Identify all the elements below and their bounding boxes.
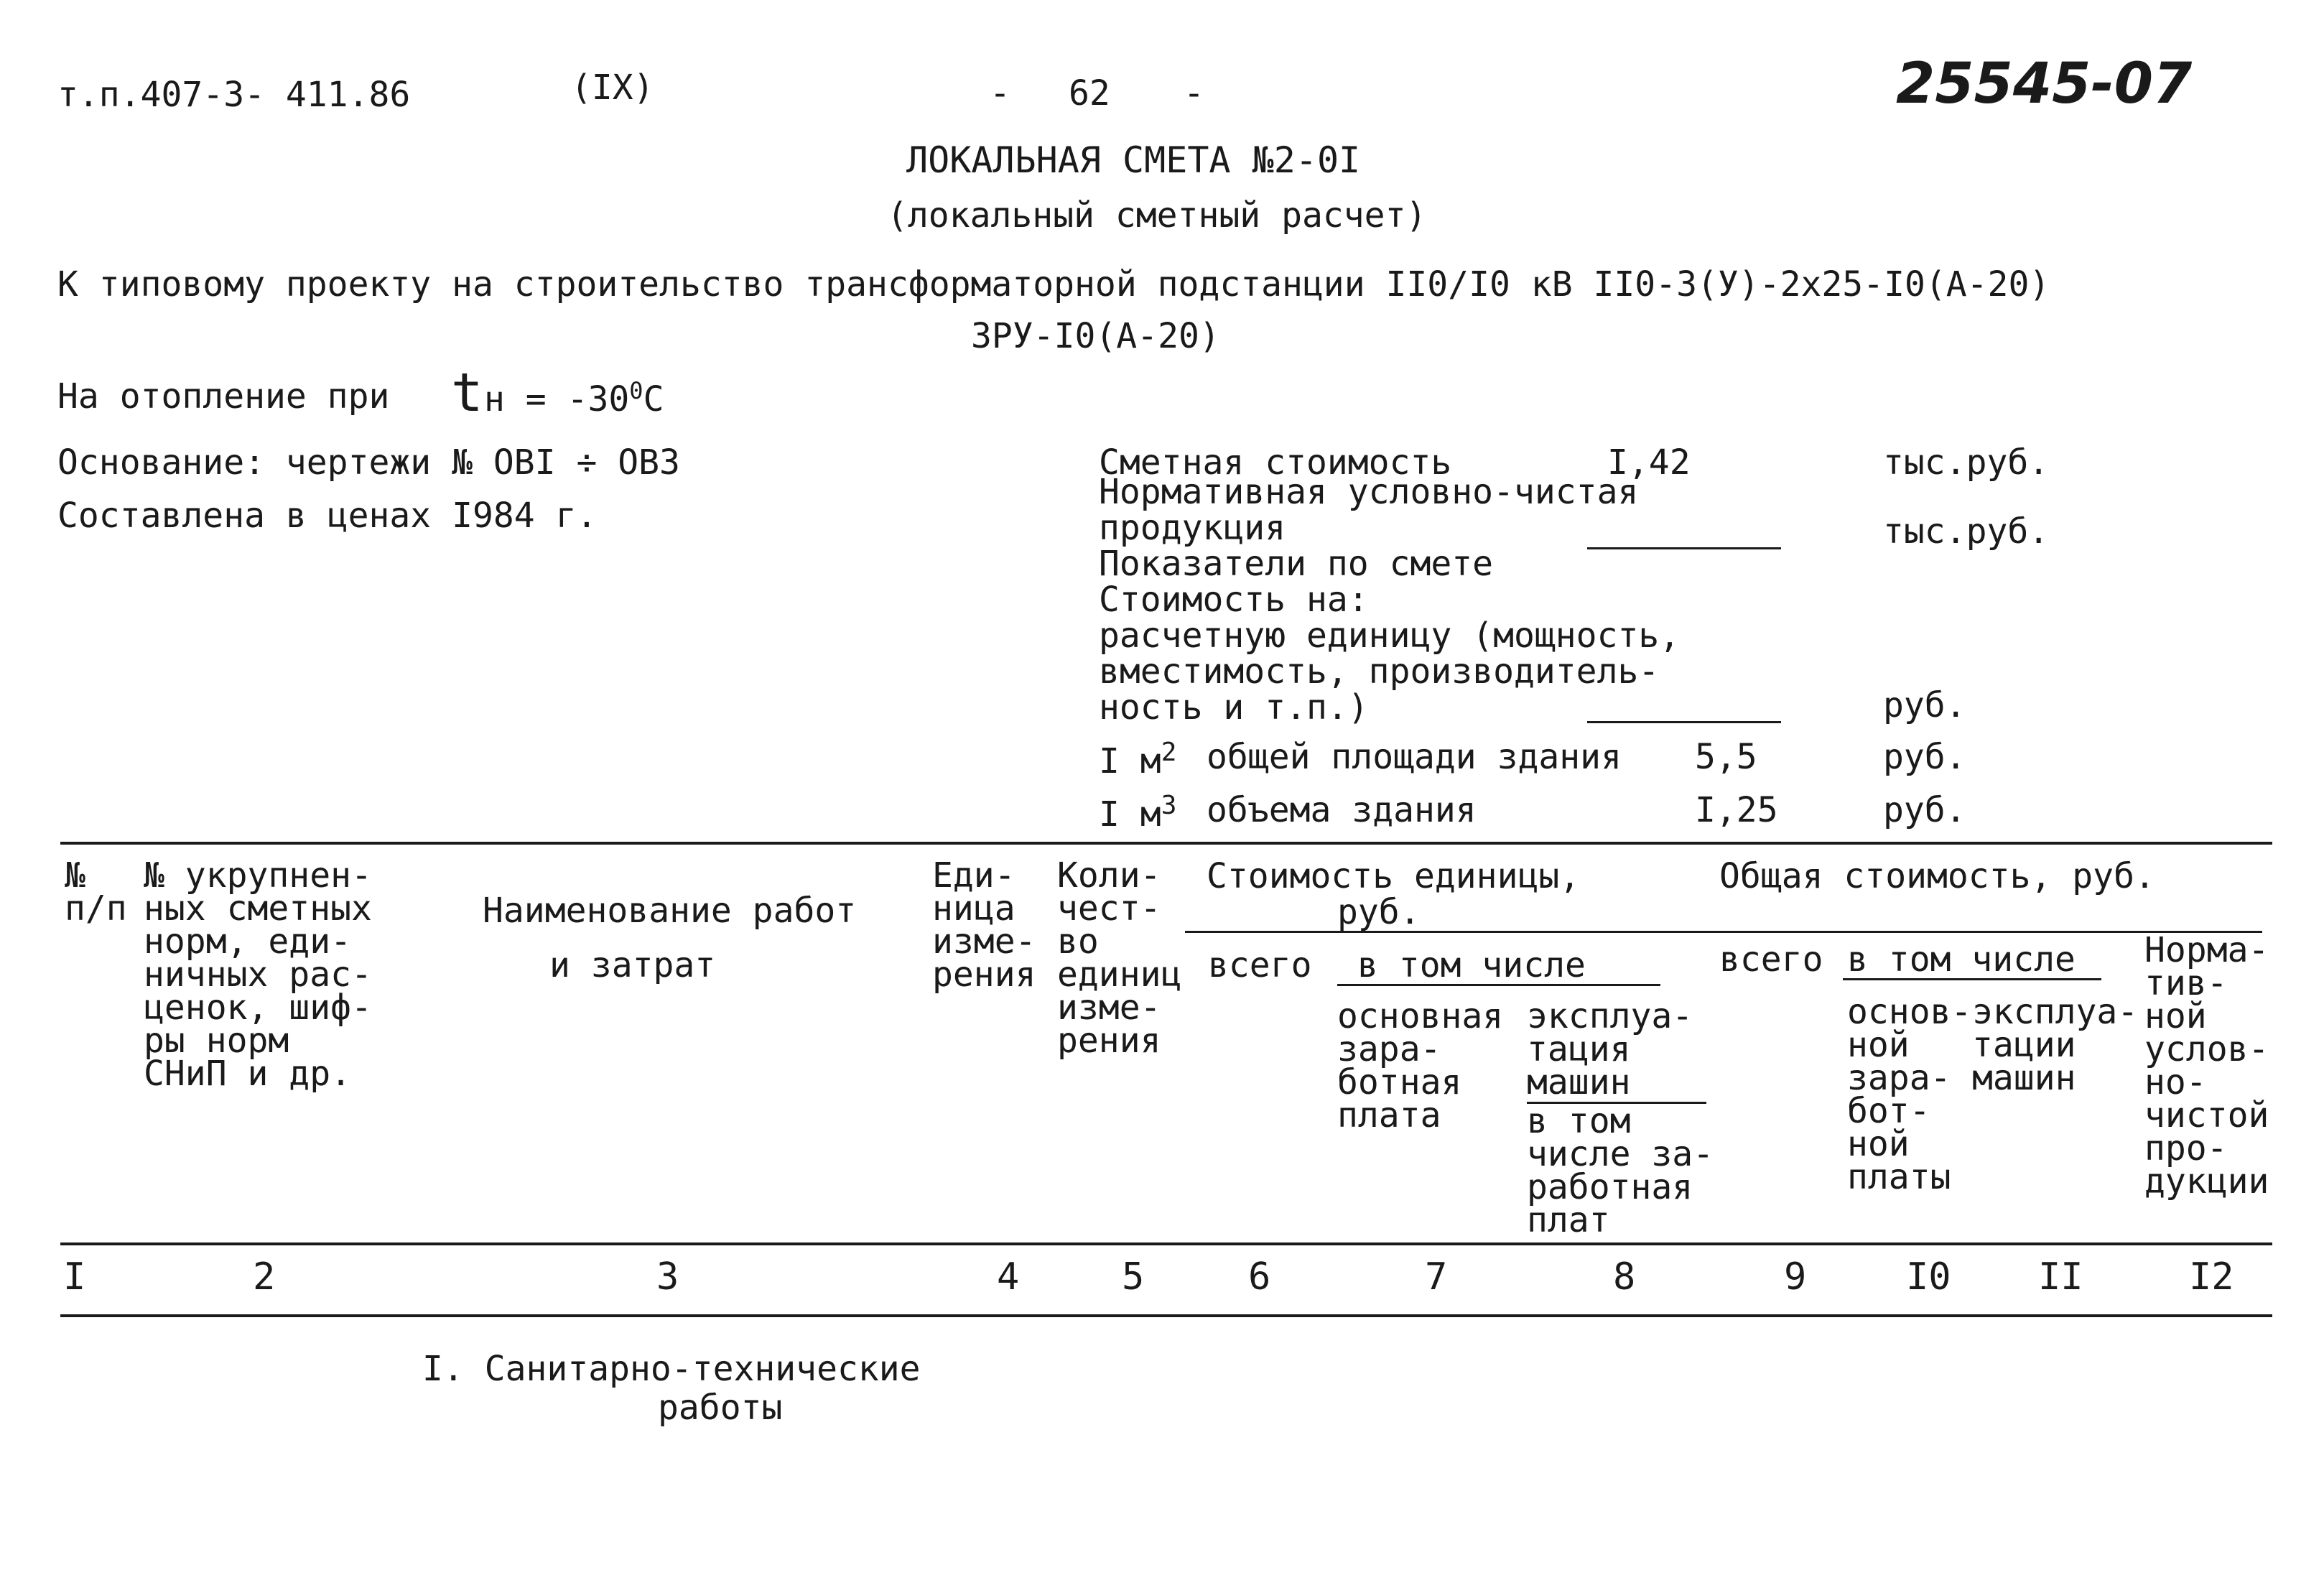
col-header-total-basic-wage: основ- ной зара- бот- ной платы [1847,992,1972,1197]
area-unit: руб. [1883,737,1966,777]
col-header-norms: № укрупнен- ных сметных норм, еди- ничных рас- ценок, шиф- ры норм СНиП и др. [144,855,372,1094]
col-header-unit-including: в том числе [1357,945,1586,985]
heating-prefix: На отопление при [57,376,390,417]
col-header-unit-total: всего [1208,945,1312,985]
col-header-quantity: Коли- чест- во единиц изме- рения [1057,855,1182,1061]
volume-unit: руб. [1883,790,1966,830]
heating-unit: С [643,379,664,419]
col-header-total-all: всего [1719,939,1823,980]
col-header-total-including: в том числе [1847,939,2076,980]
project-code: т.п.407-3- 411.86 [57,75,411,115]
degree-sign: 0 [629,377,643,404]
column-number: 3 [656,1255,679,1299]
col-header-name-a: Наименование работ [483,891,857,931]
total-cost-group: Общая стоимость, руб. [1719,856,2155,896]
basis-drawings: Основание: чертежи № ОВI ÷ ОВЗ [57,442,680,483]
col-header-machine-op: эксплуа- тация машин [1527,996,1693,1102]
volume-number: (IX) [571,68,654,108]
normative-unit: тыс.руб. [1883,511,2050,552]
col-header-normative: Норма- тив- ной услов- но- чистой про- дукции [2144,930,2269,1202]
cost-group-rule [1185,931,2262,933]
column-number: 2 [253,1255,276,1299]
column-numbers-bottom-rule [60,1314,2272,1317]
page-number: 62 [1069,73,1110,113]
column-number: I0 [1906,1255,1951,1299]
estimated-cost-value: I,42 [1607,442,1691,483]
area-row [1099,740,1176,779]
table-top-rule [60,842,2272,845]
per-unit-value-blank [1587,721,1781,723]
document-subtitle: (локальный сметный расчет) [887,195,1427,236]
col-header-machine-wage: в том числе за- работная плат [1527,1101,1714,1240]
col-header-total-machine: эксплуа- тации машин [1972,992,2139,1098]
page-dash-left: - [990,73,1010,113]
volume-prefix: I м [1099,794,1161,835]
column-number: II [2038,1255,2083,1299]
col-header-number: № п/п [65,855,127,929]
volume-label: объема здания [1207,790,1477,830]
column-number: I2 [2189,1255,2234,1299]
page-dash-right: - [1184,73,1204,113]
indicators-label: Показатели по смете Стоимость на: расчетную единицу (мощность, вместимость, производитель- ность и т.п.) [1099,544,1681,728]
estimated-cost-label: Сметная стоимость [1099,442,1452,483]
column-number: 9 [1784,1255,1807,1299]
column-number: 5 [1122,1255,1145,1299]
volume-sup: 3 [1161,791,1177,820]
per-unit-unit: руб. [1883,685,1966,725]
section-title-line-2: работы [658,1388,783,1428]
volume-row [1099,791,1177,835]
volume-value: I,25 [1695,790,1778,830]
area-label: общей площади здания [1207,737,1622,777]
section-title-line-1: I. Санитарно-технические [422,1349,921,1389]
column-number: 7 [1425,1255,1448,1299]
document-title: ЛОКАЛЬНАЯ СМЕТА №2-0I [906,139,1361,181]
normative-label: Нормативная условно-чистая продукция [1099,472,1639,548]
area-value: 5,5 [1695,737,1757,777]
column-number: 8 [1613,1255,1636,1299]
table-header-bottom-rule [60,1242,2272,1245]
heating-formula-text: н = -30 [484,379,630,419]
estimated-cost-unit: тыс.руб. [1883,442,2050,483]
project-line-1: К типовому проекту на строительство трансформаторной подстанции II0/I0 кВ II0-3(У)-2х25-I0(А-20) [57,264,2050,305]
col-header-basic-wage: основная зара- ботная плата [1337,996,1504,1135]
col-header-name-b: и затрат [549,945,716,985]
col-header-unit: Еди- ница изме- рения [932,855,1036,995]
basis-prices: Составлена в ценах I984 г. [57,496,598,536]
project-line-2: ЗРУ-I0(А-20) [971,316,1220,356]
heating-formula [484,379,664,417]
unit-cost-group: Стоимость единицы, [1207,856,1581,896]
column-number: 4 [997,1255,1020,1299]
area-sup: 2 [1161,738,1177,767]
total-including-rule [1843,978,2101,980]
temperature-symbol: t [451,362,483,424]
unit-cost-group-unit: руб. [1337,892,1421,932]
unit-including-rule [1337,984,1660,986]
area-prefix: I м [1099,741,1161,781]
column-number: I [63,1255,86,1299]
inventory-number: 25545-07 [1896,52,2193,116]
column-number: 6 [1248,1255,1271,1299]
